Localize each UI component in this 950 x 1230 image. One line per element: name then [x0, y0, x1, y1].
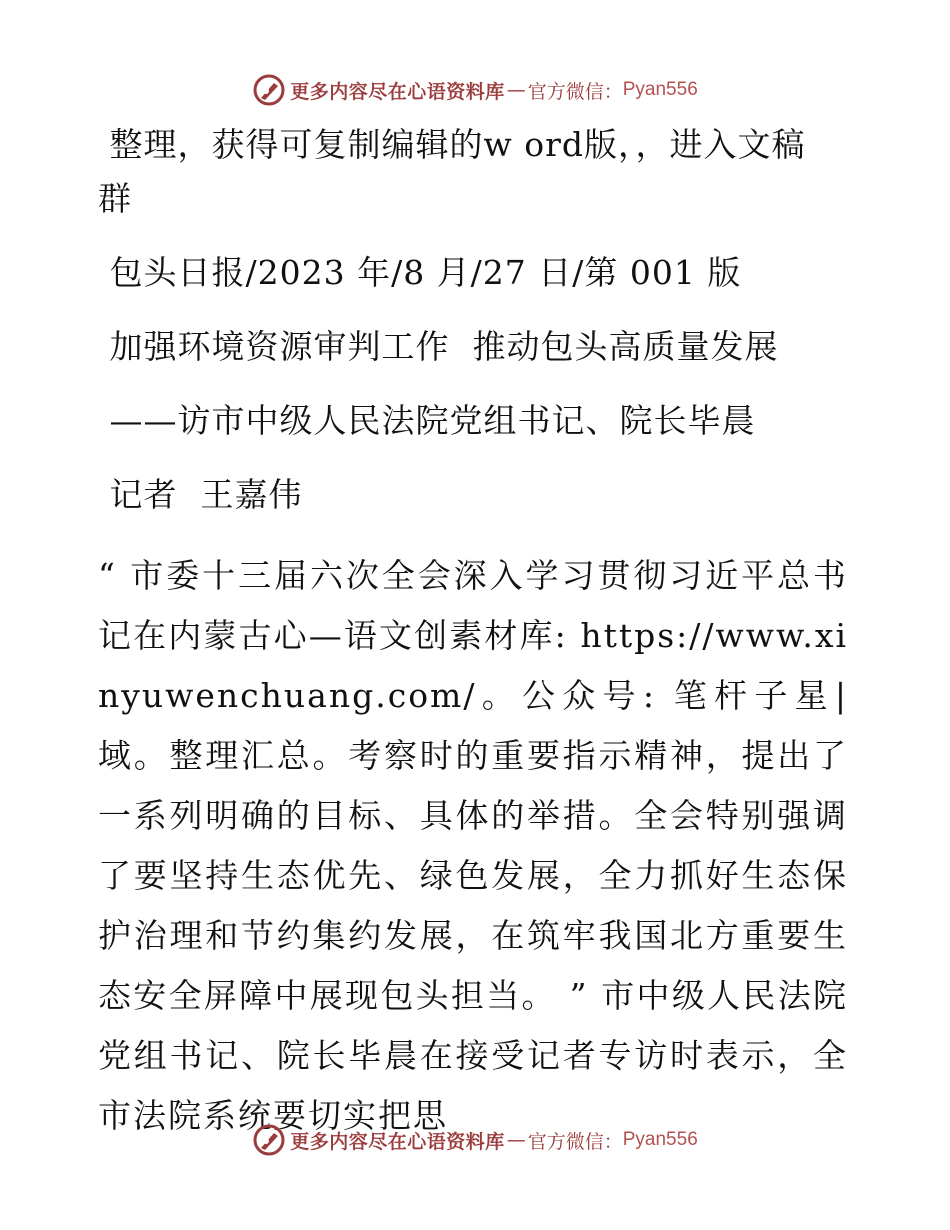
intro-line-continued: 群: [98, 179, 132, 218]
banner-wechat-id: Pyan556: [622, 79, 698, 100]
subheadline: ——访市中级人民法院党组书记、院长毕晨: [98, 401, 756, 440]
pen-logo-icon: [252, 73, 286, 107]
byline: 记者 王嘉伟: [98, 475, 303, 514]
footer-banner: [0, 1120, 950, 1160]
banner-separator: —: [506, 79, 526, 101]
intro-line: 整理，获得可复制编辑的w ord版，，进入文稿: [98, 125, 806, 164]
banner-wechat-label: 官方微信：: [527, 80, 623, 103]
header-banner: [0, 70, 950, 110]
body-paragraph: “ 市委十三届六次全会深入学习贯彻习近平总书记在内蒙古心—语文创素材库: https://www.xinyuwenchuang.com/。公众号: 笔杆子星|域。整理汇总。考察时的重要指示精神，提出了一系列明确的目标、具体的举措。全会特别强调了要坚持生态优先、绿色发展，全力抓好生态保护治理和节约集约发展，在筑牢我国北方重要生态安全屏障中展现包头担当。 ” 市中级人民法院党组书记、院长毕晨在接受记者专访时表示，全市法院系统要切实把思: [98, 556, 848, 1135]
headline: 加强环境资源审判工作 推动包头高质量发展: [98, 327, 779, 366]
banner-separator: —: [506, 1129, 526, 1151]
banner-text: 更多内容尽在心语资料库: [290, 1130, 505, 1153]
document-content: [98, 118, 848, 1146]
banner-wechat-label: 官方微信：: [527, 1130, 623, 1153]
banner-wechat-id: Pyan556: [622, 1129, 698, 1150]
source-line: 包头日报/2023 年/8 月/27 日/第 001 版: [98, 253, 742, 292]
pen-logo-icon: [252, 1123, 286, 1157]
banner-text: 更多内容尽在心语资料库: [290, 80, 505, 103]
